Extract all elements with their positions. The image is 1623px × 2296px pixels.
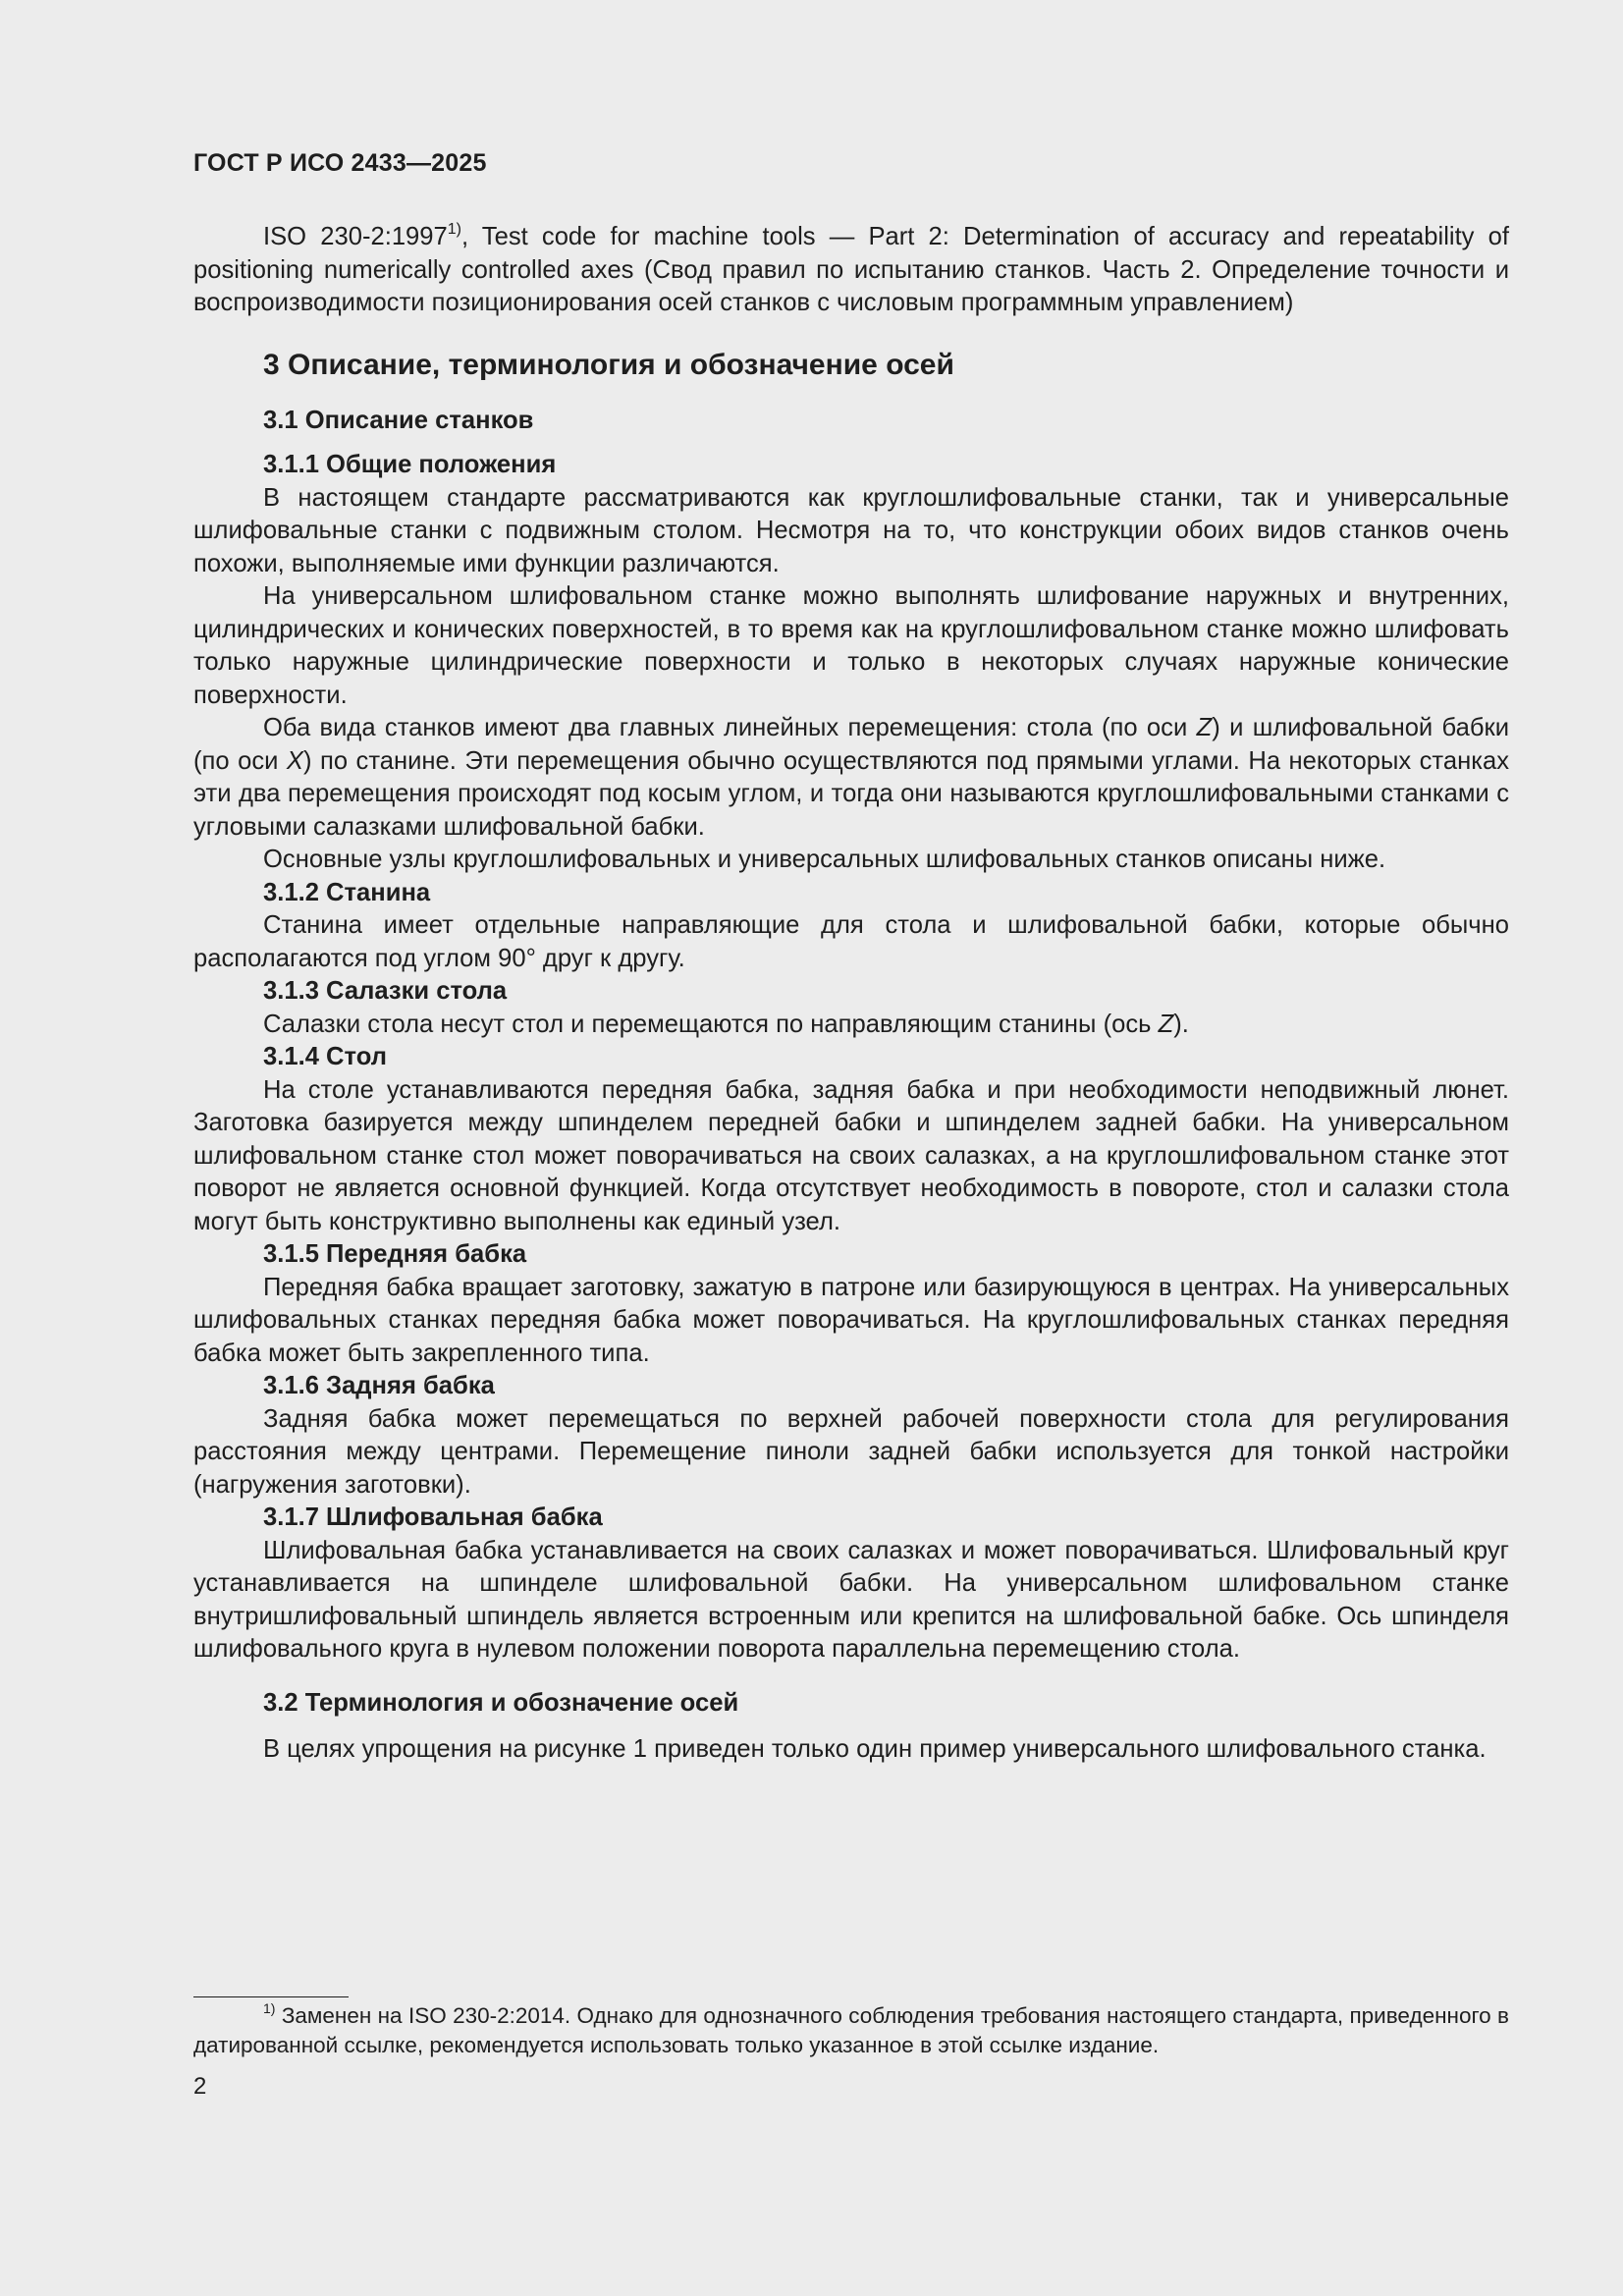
section-3-1-5-heading: 3.1.5 Передняя бабка	[263, 1240, 527, 1268]
footnote-mark: 1)	[263, 2000, 276, 2016]
axis-z: Z	[1196, 714, 1213, 741]
footnote-marker[interactable]: 1)	[447, 221, 461, 238]
section-3-1-3-heading: 3.1.3 Салазки стола	[263, 977, 508, 1005]
section-3-2-paragraph: В целях упрощения на рисунке 1 приведен только один пример универсального шлифовального станка.	[263, 1735, 1487, 1763]
section-3-1-2-heading: 3.1.2 Станина	[263, 878, 431, 906]
section-3-1-4-heading: 3.1.4 Стол	[263, 1043, 387, 1070]
footnote-separator	[193, 1996, 349, 1997]
section-3-1-6-paragraph: Задняя бабка может перемещаться по верхней рабочей поверхности стола для регулирования расстояния между центрами. Перемещение пиноли задней бабки используется для тонкой настройки (нагружения заготовки).	[193, 1404, 1509, 1499]
normative-reference	[193, 221, 1509, 320]
section-3-1-2-paragraph: Станина имеет отдельные направляющие для стола и шлифовальной бабки, которые обычно располагаются под углом 90° друг к другу.	[193, 911, 1509, 972]
page-number: 2	[193, 2073, 207, 2100]
section-3-1-7-paragraph: Шлифовальная бабка устанавливается на своих салазках и может поворачиваться. Шлифовальный круг устанавливается на шпинделе шлифовальной бабки. На универсальном шлифовальном станке внутришлифовальный шпиндель является встроенным или крепится на шлифовальной бабке. Ось шпинделя шлифовального круга в нулевом положении поворота параллельна перемещению стола.	[193, 1536, 1509, 1663]
document-body	[193, 221, 1509, 1767]
axis-z: Z	[1158, 1010, 1174, 1038]
section-3-1-3-paragraph: Салазки стола несут стол и перемещаются по направляющим станины (ось Z).	[263, 1010, 1189, 1038]
section-3-1-1-paragraph-1: В настоящем стандарте рассматриваются как круглошлифовальные станки, так и универсальные шлифовальные станки с подвижным столом. Несмотря на то, что конструкции обоих видов станков очень похожи, выполняемые ими функции различаются.	[193, 483, 1509, 577]
footnote-text: Заменен на ISO 230-2:2014. Однако для однозначного соблюдения требования настоящего стандарта, приведенного в датированной ссылке, рекомендуется использовать только указанное в этой ссылке издание.	[193, 2003, 1509, 2057]
section-3-1-1-heading: 3.1.1 Общие положения	[263, 451, 557, 478]
section-3-1-heading: 3.1 Описание станков	[263, 406, 534, 434]
section-3-heading: 3 Описание, терминология и обозначение осей	[263, 348, 954, 381]
document-header: ГОСТ Р ИСО 2433—2025	[193, 149, 487, 177]
section-3-1-4-paragraph: На столе устанавливаются передняя бабка, задняя бабка и при необходимости неподвижный люнет. Заготовка базируется между шпинделем передней бабки и шпинделем задней бабки. На универсальном шлифовальном станке стол может поворачиваться на своих салазках, а на круглошлифовальном станке этот поворот не является основной функцией. Когда отсутствует необходимость в повороте, стол и салазки стола могут быть конструктивно выполнены как единый узел.	[193, 1075, 1509, 1235]
section-3-1-5-paragraph: Передняя бабка вращает заготовку, зажатую в патроне или базирующуюся в центрах. На универсальных шлифовальных станках передняя бабка может поворачиваться. На круглошлифовальных станках передняя бабка может быть закрепленного типа.	[193, 1273, 1509, 1367]
reference-code: ISO 230-2:1997	[263, 223, 448, 250]
document-page	[193, 0, 1509, 2296]
axis-x: X	[286, 746, 303, 775]
section-3-1-7-heading: 3.1.7 Шлифовальная бабка	[263, 1503, 603, 1531]
footnote	[193, 2001, 1509, 2060]
section-3-1-1-paragraph-2: На универсальном шлифовальном станке можно выполнять шлифование наружных и внутренних, цилиндрических и конических поверхностей, в то время как на круглошлифовальном станке можно шлифовать только наружные цилиндрические поверхности и только в некоторых случаях наружные конические поверхности.	[193, 582, 1509, 709]
section-3-1-1-paragraph-4: Основные узлы круглошлифовальных и универсальных шлифовальных станков описаны ниже.	[263, 846, 1386, 873]
section-3-1-6-heading: 3.1.6 Задняя бабка	[263, 1372, 495, 1399]
reference-text: , Test code for machine tools — Part 2: Determination of accuracy and repeatability of positioning numerically controlled axes (Свод правил по испытанию станков. Часть 2. Определение точности и воспроизводимости позиционирования осей станков с числовым программным управлением)	[193, 223, 1509, 316]
section-3-1-1-paragraph-3: Оба вида станков имеют два главных линейных перемещения: стола (по оси Z) и шлифовальной бабки (по оси X) по станине. Эти перемещения обычно осуществляются под прямыми углами. На некоторых станках эти два перемещения происходят под косым углом, и тогда они называются круглошлифовальными станками с угловыми салазками шлифовальной бабки.	[193, 714, 1510, 841]
section-3-2-heading: 3.2 Терминология и обозначение осей	[263, 1688, 739, 1717]
